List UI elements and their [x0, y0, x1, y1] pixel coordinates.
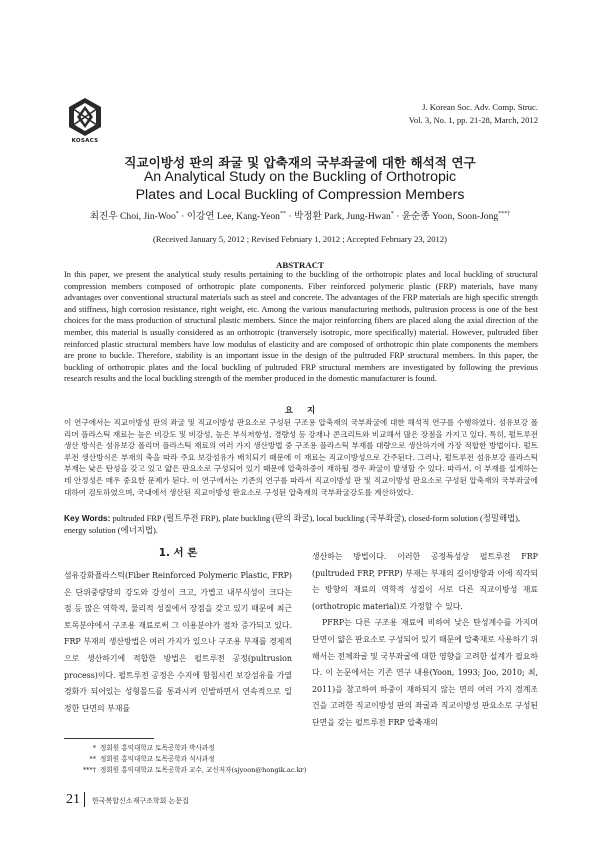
received-dates: (Received January 5, 2012 ; Revised February 1, 2012 ; Accepted February 23, 2012)	[152, 234, 448, 244]
footnote-divider	[64, 738, 154, 739]
column-left	[64, 568, 292, 717]
title-english-line1: An Analytical Study on the Buckling of Orthotropic	[143, 169, 457, 185]
title-english	[0, 168, 600, 204]
author-list: 최진우 Choi, Jin-Woo* · 이강연 Lee, Kang-Yeon** · 박정환 Park, Jung-Hwan* · 윤순종 Yoon, Soon-Jong***†	[89, 210, 511, 222]
footnote: ***† 정회원 홍익대학교 토목공학과 교수, 교신저자(sjyoon@hongik.ac.kr)	[82, 766, 307, 775]
korean-abstract-heading: 요지	[284, 405, 330, 415]
author-3: 박정환 Park, Jung-Hwan*	[293, 210, 394, 222]
journal-volume: Vol. 3, No. 1, pp. 21-28, March, 2012	[408, 115, 538, 125]
intro-paragraph-2: PFRP는 다른 구조용 재료에 비하여 낮은 탄성계수를 가지며 단면이 얇은 판요소로 구성되어 있기 때문에 압축재로 사용하기 위해서는 전체좌굴 및 국부좌굴에 대한 영향을 고려한 설계가 필요하다. 이 논문에서는 기존 연구 내용(Yoon, 1993; Joo, 2010; 최, 2011)을 참고하여 하중이 재하되지 않는 면의 여러 가지 경계조건을 고려한 직교이방성 판의 좌굴과 직교이방성 판요소로 구성된 단면을 갖는 펄트루전 FRP 압축재의	[312, 618, 538, 727]
logo-text: KOSACS	[71, 138, 99, 144]
journal-citation	[409, 101, 538, 127]
page-number: 21	[66, 792, 80, 807]
author-4: 윤순종 Yoon, Soon-Jong***†	[401, 210, 511, 222]
footnote: ** 정회원 홍익대학교 토목공학과 석사과정	[89, 755, 215, 764]
korean-abstract-text: 이 연구에서는 직교이방성 판의 좌굴 및 직교이방성 판요소로 구성된 구조용 압축재의 국부좌굴에 대한 해석적 연구를 수행하였다. 섬유보강 폴리머 플라스틱 재료는 높은 비강도 및 비강성, 높은 부식저항성, 경량성 등 강재나 콘크리트와 비교해서 많은 장점을 가지고 있다. 특히, 펄트루전 생산 방식은 섬유보강 폴리머 플라스틱 재료의 여러 가지 생산방법 중 구조용 플라스틱 부재를 대량으로 생산하기에 가장 적합한 방법이다. 펄트루전 생산방식은 부재의 축을 따라 주요 보강섬유가 배치되기 때문에 이 재료는 직교이방성으로 간주된다. 그러나, 펄트루전 섬유보강 플라스틱 부재는 낮은 탄성을 갖고 있고 얇은 판요소로 구성되어 있기 때문에 압축하중이 재하될 경우 좌굴이 발생할 수 있다. 따라서, 이 부재를 설계하는데 안정성은 매우 중요한 문제가 된다. 이 연구에서는 기존의 연구를 따라서 직교이방성 판 및 직교이방성 판요소로 구성된 압축재의 국부좌굴에 대하여 검토하였으며, 국내에서 생산된 직교이방성 판요소로 구성된 압축재의 국부좌굴강도를 계산하였다.	[64, 418, 538, 497]
footnote: * 정회원 홍익대학교 토목공학과 박사과정	[92, 744, 215, 752]
keywords	[64, 513, 538, 536]
abstract-text: In this paper, we present the analytical study results pertaining to the buckling of the orthotropic plates and local buckling of structural compression members composed of orthotropic plate components. Fiber reinforced polymeric plastic (FRP) materials, have many advantages over conventional structural materials such as steel and concrete. The advantages of the FRP materials are high specific strength and stiffness, high corrosion resistance, right weight, etc. Among the various manufacturing methods, pultrusion process is one of the best choices for the mass production of structural plastic members. Since the major reinforcing fibers are placed along the axial direction of the member, this material is usually considered as an orthotropic (tranversely isotropic, more specifically) material. However, pultruded fiber reinforced plastic structural members have low modulus of elasticity and are composed of orthotropic thin plate components the members are prone to buckle. Therefore, stability is an important issue in the design of the pultruded FRP structural members. In this paper, the buckling of orthotropic plates and the local buckling of pultruded FRP structural members are investigated by following the previous research results and the local buckling strength of the member produced in the domestic manufacturer is found.	[64, 270, 538, 384]
intro-paragraph-1-cont: 생산하는 방법이다. 이러한 공정특성상 펄트루전 FRP (pultruded FRP, PFRP) 부재는 부재의 길이방향과 이에 직각되는 방향의 재료의 역학적 성질이 서로 다른 직교이방성 재료(orthotropic material)로 가정할 수 있다.	[312, 552, 538, 611]
keywords-label: Key Words:	[64, 513, 111, 523]
author-1: 최진우 Choi, Jin-Woo*	[89, 210, 179, 222]
footnotes	[76, 743, 306, 777]
journal-name: J. Korean Soc. Adv. Comp. Struc.	[422, 102, 538, 112]
author-2: 이강연 Lee, Kang-Yeon**	[186, 210, 286, 222]
footer-journal-name: 한국복합신소재구조학회 논문집	[92, 797, 189, 805]
intro-paragraph-1: 섬유강화플라스틱(Fiber Reinforced Polymeric Plastic, FRP)은 단위중량당의 강도와 강성이 크고, 가볍고 내부식성이 크다는 점 등 많은 역학적, 물리적 성질에서 장점을 갖고 있기 때문에 최근 토목분야에서 구조용 재료로써 그 이용분야가 점차 증가되고 있다. FRP 부재의 생산방법은 여러 가지가 있으나 구조용 부재를 경제적으로 생산하기에 적합한 방법은 펄트루전 공정(pultrusion process)이다. 펄트루전 공정은 수지에 함침시킨 보강섬유를 가열경화가 되어있는 성형몰드를 통과시켜 인발하면서 연속적으로 일정한 단면의 부재를	[64, 571, 292, 713]
footer-divider	[84, 792, 85, 807]
kosacs-logo-icon	[66, 96, 104, 140]
title-korean: 직교이방성 판의 좌굴 및 압축재의 국부좌굴에 대한 해석적 연구	[124, 155, 476, 170]
abstract-heading: ABSTRACT	[276, 260, 324, 270]
keywords-text: pultruded FRP (펄트루전 FRP), plate buckling (판의 좌굴), local buckling (국부좌굴), closed-form solution (정밀해법), energy solution (에너지법).	[64, 514, 521, 535]
column-right	[312, 549, 538, 732]
title-english-line2: Plates and Local Buckling of Compression Members	[135, 187, 465, 203]
section-heading-introduction: 1. 서 론	[158, 547, 198, 559]
